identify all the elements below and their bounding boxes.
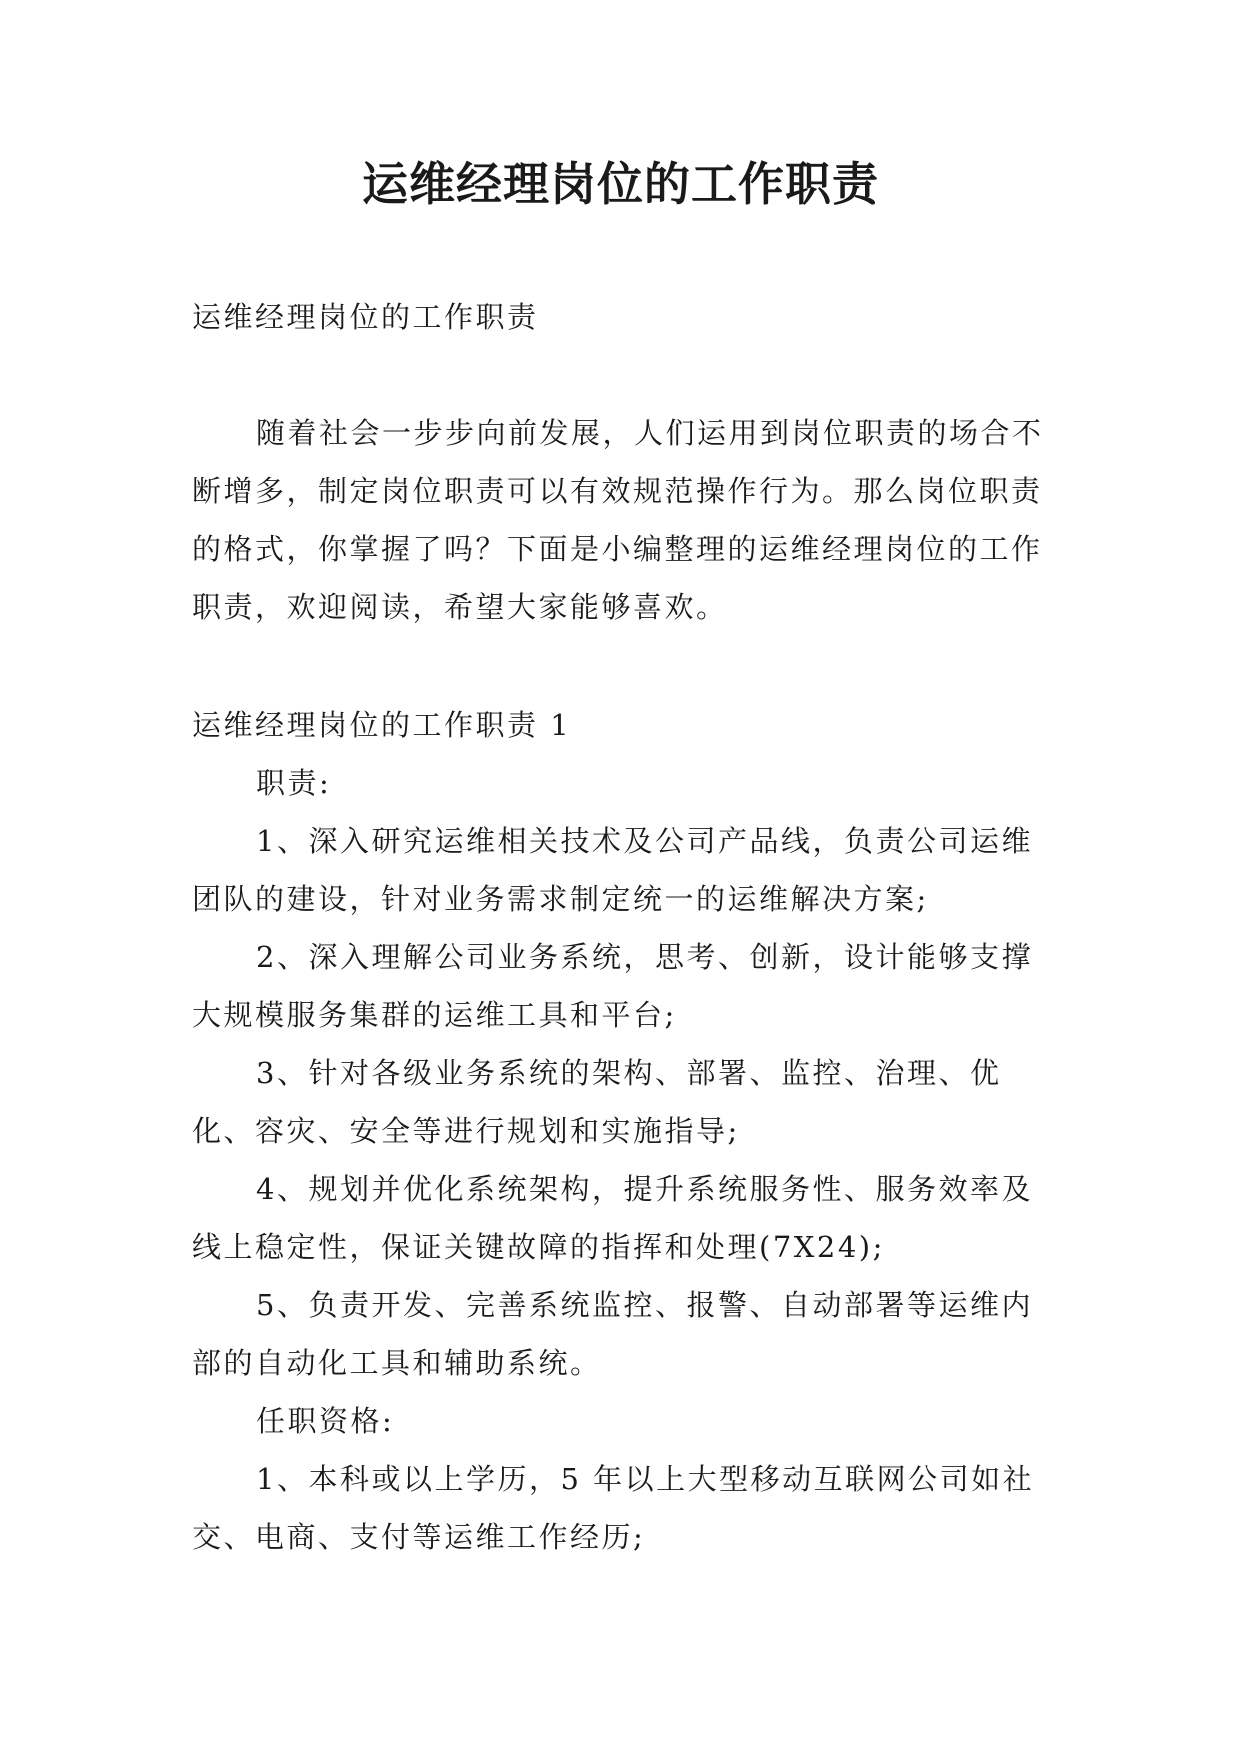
document-title: 运维经理岗位的工作职责: [362, 157, 879, 211]
duty-item: 2、深入理解公司业务系统，思考、创新，设计能够支撑大规模服务集群的运维工具和平台;: [192, 940, 1033, 1032]
document-subtitle: [192, 288, 1064, 346]
duty-item: 4、规划并优化系统架构，提升系统服务性、服务效率及线上稳定性，保证关键故障的指挥和处理(7X24);: [192, 1172, 1033, 1264]
section-1: [192, 696, 1064, 1566]
duties-label: 职责:: [256, 766, 332, 800]
intro-paragraph: [192, 404, 1064, 636]
subtitle-text: 运维经理岗位的工作职责: [192, 300, 539, 334]
duty-item: 5、负责开发、完善系统监控、报警、自动部署等运维内部的自动化工具和辅助系统。: [192, 1288, 1033, 1380]
section-heading: 运维经理岗位的工作职责 1: [192, 708, 572, 742]
qualification-item: 1、本科或以上学历，5 年以上大型移动互联网公司如社交、电商、支付等运维工作经历;: [192, 1462, 1035, 1554]
intro-text: 随着社会一步步向前发展，人们运用到岗位职责的场合不断增多，制定岗位职责可以有效规范操作行为。那么岗位职责的格式，你掌握了吗？下面是小编整理的运维经理岗位的工作职责，欢迎阅读，希望大家能够喜欢。: [192, 416, 1044, 624]
duty-item: 1、深入研究运维相关技术及公司产品线，负责公司运维团队的建设，针对业务需求制定统一的运维解决方案;: [192, 824, 1033, 916]
qualifications-label: 任职资格:: [256, 1404, 395, 1438]
duty-item: 3、针对各级业务系统的架构、部署、监控、治理、优化、容灾、安全等进行规划和实施指导;: [192, 1056, 1002, 1148]
